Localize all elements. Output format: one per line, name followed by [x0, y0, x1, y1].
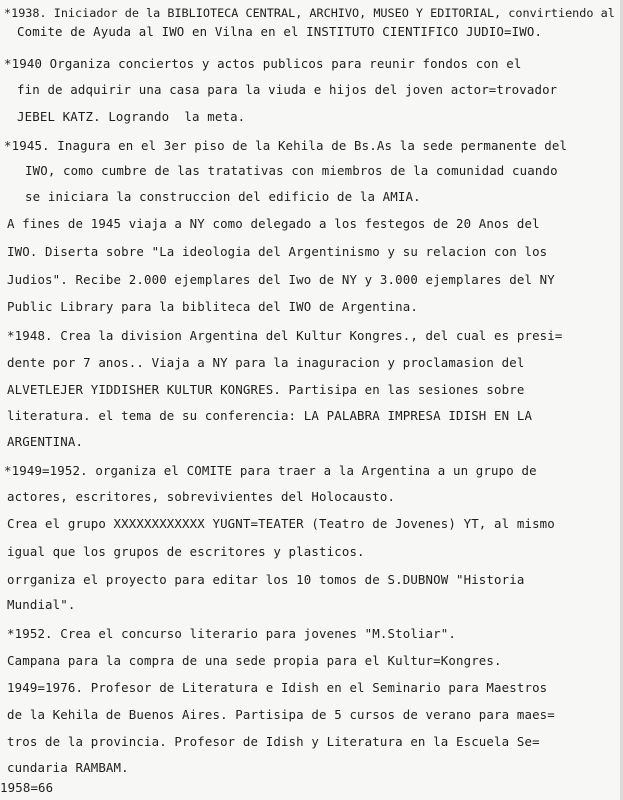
text-line: Public Library para la bibliteca del IWO de Argentina. [7, 299, 418, 314]
text-line: *1949=1952. organiza el COMITE para traer a la Argentina a un grupo de [4, 463, 537, 478]
text-line: 1949=1976. Profesor de Literatura e Idish en el Seminario para Maestros [7, 680, 548, 695]
text-line: actores, escritores, sobrevivientes del Holocausto. [7, 489, 396, 504]
text-line: Crea el grupo XXXXXXXXXXXX YUGNT=TEATER (Teatro de Jovenes) YT, al mismo [7, 516, 555, 531]
text-line: dente por 7 anos.. Viaja a NY para la inaguracion y proclamasion del [7, 355, 525, 370]
text-line: IWO. Diserta sobre "La ideologia del Argentinismo y su relacion con los [7, 244, 548, 259]
text-line: *1938. Iniciador de la BIBLIOTECA CENTRAL, ARCHIVO, MUSEO Y EDITORIAL, convirtiendo al [4, 6, 615, 20]
text-line: fin de adquirir una casa para la viuda e hijos del joven actor=trovador [17, 82, 558, 97]
text-line: IWO, como cumbre de las tratativas con miembros de la comunidad cuando [25, 163, 558, 178]
text-line: Campana para la compra de una sede propia para el Kultur=Kongres. [7, 653, 502, 668]
text-line: tros de la provincia. Profesor de Idish y Literatura en la Escuela Se= [7, 734, 540, 749]
text-line: 1958=66 [0, 780, 54, 795]
text-line: *1948. Crea la division Argentina del Kultur Kongres., del cual es presi= [7, 328, 563, 343]
text-line: de la Kehila de Buenos Aires. Partisipa de 5 cursos de verano para maes= [7, 707, 555, 722]
text-line: *1940 Organiza conciertos y actos publicos para reunir fondos con el [4, 56, 522, 71]
text-line: JEBEL KATZ. Logrando la meta. [17, 109, 246, 124]
text-line: ARGENTINA. [7, 434, 84, 449]
text-line: *1952. Crea el concurso literario para jovenes "M.Stoliar". [7, 626, 456, 641]
text-line: A fines de 1945 viaja a NY como delegado a los festegos de 20 Anos del [7, 216, 540, 231]
text-line: igual que los grupos de escritores y plasticos. [7, 544, 365, 559]
text-line: orrganiza el proyecto para editar los 10 tomos de S.DUBNOW "Historia [7, 572, 525, 587]
text-line: cundaria RAMBAM. [7, 760, 129, 775]
text-line: *1945. Inagura en el 3er piso de la Kehila de Bs.As la sede permanente del [4, 138, 568, 153]
text-line: Mundial". [7, 597, 76, 612]
text-line: ALVETLEJER YIDDISHER KULTUR KONGRES. Partisipa en las sesiones sobre [7, 382, 525, 397]
text-line: se iniciara la construccion del edificio de la AMIA. [25, 189, 421, 204]
text-line: Comite de Ayuda al IWO en Vilna en el INSTITUTO CIENTIFICO JUDIO=IWO. [17, 24, 543, 39]
text-line: literatura. el tema de su conferencia: LA PALABRA IMPRESA IDISH EN LA [7, 408, 533, 423]
text-line: Judios". Recibe 2.000 ejemplares del Iwo de NY y 3.000 ejemplares del NY [7, 272, 555, 287]
